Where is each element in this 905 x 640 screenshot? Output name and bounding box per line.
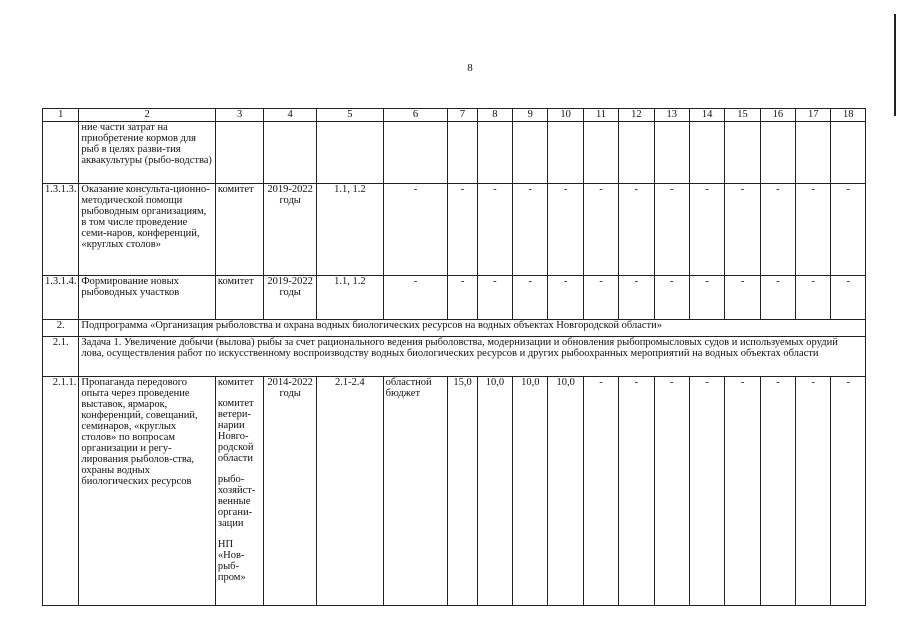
value-cell: - [583,377,618,606]
table-row [43,122,866,184]
table-row [43,184,866,276]
executor-item: комитет ветери-нарии Новго-родской области [217,398,254,464]
executor-item: рыбо-хозяйст-венные органи-зации [217,474,256,529]
table-row [43,276,866,320]
value-cell: - [477,276,512,320]
value-cell: - [760,184,795,276]
activity-name-cell: Формирование новых рыбоводных участков [79,276,215,320]
value-cell: - [689,276,724,320]
value-cell: - [619,377,654,606]
value-cell: - [796,276,831,320]
header-cell: 13 [654,109,689,122]
value-cell: - [383,276,448,320]
subprogram-row [43,320,866,337]
value-cell: 10,0 [477,377,512,606]
value-cell: - [513,184,548,276]
header-cell: 7 [448,109,477,122]
header-cell: 16 [760,109,795,122]
value-cell: - [796,377,831,606]
value-cell: 10,0 [513,377,548,606]
header-cell: 14 [689,109,724,122]
value-cell: - [760,377,795,606]
margin-rule [894,14,896,116]
task-description: Задача 1. Увеличение добычи (вылова) рыбы за счет рационального ведения рыболовства, модернизации и обновления рыбопромысловых судов и используемых орудий лова, осуществления работ по искусственному воспроизводству водных биологических ресурсов и других рыбоохранных мероприятий на водных объектах области [79,337,866,377]
value-cell: 15,0 [448,377,477,606]
targets-cell: 2.1-2.4 [316,377,383,606]
executor-cell: комитет [215,184,264,276]
targets-cell: 1.1, 1.2 [316,276,383,320]
row-number-cell: 2.1.1. [43,377,79,606]
header-cell: 12 [619,109,654,122]
row-number-cell: 1.3.1.3. [43,184,79,276]
header-cell: 1 [43,109,79,122]
subprogram-title: Подпрограмма «Организация рыболовства и охрана водных биологических ресурсов на водных объектах Новгородской области» [79,320,866,337]
program-table [42,108,866,606]
header-cell: 10 [548,109,583,122]
activity-name-cell: ние части затрат на приобретение кормов для рыб в целях разви-тия аквакультуры (рыбо-водства) [79,122,215,184]
header-cell: 6 [383,109,448,122]
header-cell: 11 [583,109,618,122]
header-cell: 9 [513,109,548,122]
value-cell: - [831,184,866,276]
term-cell: 2014-2022 годы [264,377,317,606]
value-cell: - [654,377,689,606]
value-cell: - [548,276,583,320]
value-cell: - [513,276,548,320]
value-cell: - [831,276,866,320]
value-cell: - [448,276,477,320]
header-cell: 8 [477,109,512,122]
activity-name-cell: Оказание консульта-ционно-методической помощи рыбоводным организациям, в том числе проведение семи-наров, конференций, «круглых столов» [79,184,215,276]
value-cell: - [383,184,448,276]
value-cell: - [654,184,689,276]
header-cell: 5 [316,109,383,122]
term-cell: 2019-2022 годы [264,184,317,276]
value-cell: - [583,276,618,320]
value-cell: - [689,377,724,606]
funding-source-cell: областной бюджет [383,377,448,606]
value-cell: - [760,276,795,320]
table-row [43,377,866,606]
value-cell: - [725,184,760,276]
executor-cell [215,377,264,606]
value-cell: - [725,377,760,606]
page-number: 8 [467,62,473,74]
term-cell: 2019-2022 годы [264,276,317,320]
executor-item: комитет [217,377,254,388]
value-cell: 10,0 [548,377,583,606]
value-cell: - [725,276,760,320]
header-cell: 3 [215,109,264,122]
header-cell: 15 [725,109,760,122]
value-cell: - [654,276,689,320]
header-cell: 18 [831,109,866,122]
value-cell: - [619,184,654,276]
row-number-cell: 2.1. [43,337,79,377]
targets-cell: 1.1, 1.2 [316,184,383,276]
value-cell: - [619,276,654,320]
header-cell: 4 [264,109,317,122]
value-cell: - [448,184,477,276]
value-cell: - [548,184,583,276]
value-cell: - [477,184,512,276]
value-cell: - [583,184,618,276]
header-row [43,109,866,122]
row-number-cell: 2. [43,320,79,337]
header-cell: 2 [79,109,215,122]
activity-name-cell: Пропаганда передового опыта через проведение выставок, ярмарок, конференций, совещаний, семинаров, «круглых столов» по вопросам организации и регу-лирования рыболов-ства, охраны водных биологических ресурсов [79,377,215,606]
executor-item: НП «Нов-рыб-пром» [217,539,246,583]
value-cell: - [796,184,831,276]
row-number-cell: 1.3.1.4. [43,276,79,320]
executor-cell: комитет [215,276,264,320]
value-cell: - [689,184,724,276]
row-number-cell [43,122,79,184]
value-cell: - [831,377,866,606]
task-row [43,337,866,377]
header-cell: 17 [796,109,831,122]
